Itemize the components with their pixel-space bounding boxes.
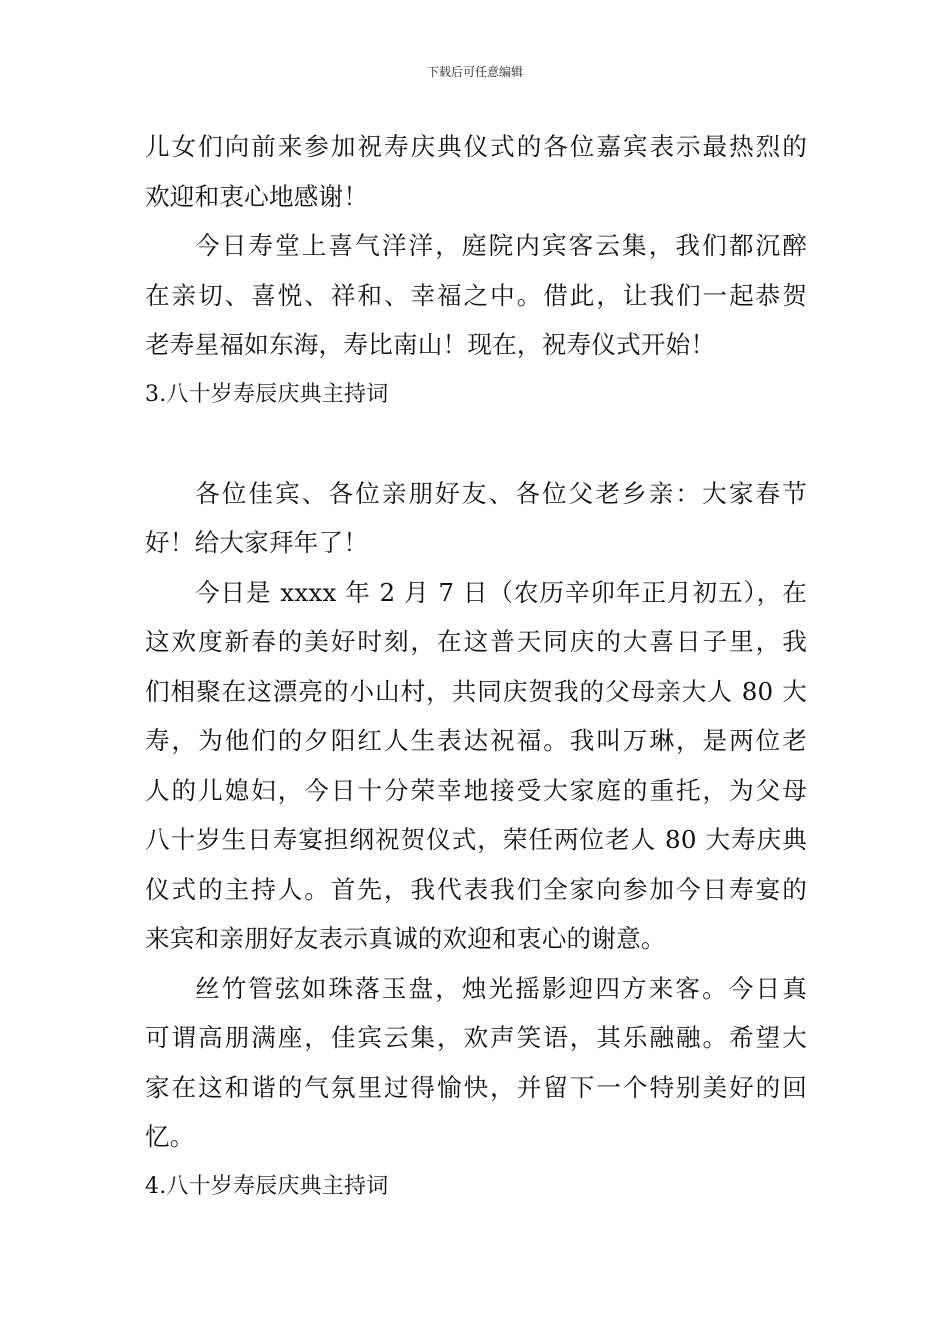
paragraph-start-line: 今日是 xxxx 年 2 月 7 日（农历辛卯年正月初五），在 bbox=[195, 577, 807, 607]
text-line: 在亲切、喜悦、祥和、幸福之中。借此，让我们一起恭贺 bbox=[145, 280, 807, 310]
text-line: 寿，为他们的夕阳红人生表达祝福。我叫万琳，是两位老 bbox=[145, 726, 807, 755]
paragraph-start-line: 丝竹管弦如珠落玉盘，烛光摇影迎四方来客。今日真 bbox=[195, 973, 807, 1003]
document-body bbox=[145, 122, 807, 1211]
text-line: 来宾和亲朋好友表示真诚的欢迎和衷心的谢意。 bbox=[145, 924, 666, 953]
text-line: 忆。 bbox=[145, 1122, 195, 1151]
text-line: 八十岁生日寿宴担纲祝贺仪式，荣任两位老人 80 大寿庆典 bbox=[145, 825, 807, 854]
section-heading: 4.八十岁寿辰庆典主持词 bbox=[145, 1173, 389, 1199]
section-heading: 3.八十岁寿辰庆典主持词 bbox=[145, 381, 389, 407]
text-line: 可谓高朋满座，佳宾云集，欢声笑语，其乐融融。希望大 bbox=[145, 1023, 807, 1052]
paragraph-start-line: 今日寿堂上喜气洋洋，庭院内宾客云集，我们都沉醉 bbox=[195, 231, 807, 260]
blank-line bbox=[145, 419, 807, 469]
text-line: 仪式的主持人。首先，我代表我们全家向参加今日寿宴的 bbox=[145, 874, 807, 904]
text-line: 儿女们向前来参加祝寿庆典仪式的各位嘉宾表示最热烈的 bbox=[145, 132, 807, 161]
text-line: 家在这和谐的气氛里过得愉快，并留下一个特别美好的回 bbox=[145, 1072, 807, 1102]
page-header: 下载后可任意编辑 bbox=[426, 65, 523, 79]
text-line: 欢迎和衷心地感谢！ bbox=[145, 181, 369, 211]
text-line: 好！给大家拜年了！ bbox=[145, 528, 369, 557]
text-line: 老寿星福如东海，寿比南山！现在，祝寿仪式开始！ bbox=[145, 330, 716, 359]
text-line: 人的儿媳妇，今日十分荣幸地接受大家庭的重托，为父母 bbox=[145, 775, 807, 805]
text-line: 这欢度新春的美好时刻，在这普天同庆的大喜日子里，我 bbox=[145, 627, 807, 656]
paragraph-start-line: 各位佳宾、各位亲朋好友、各位父老乡亲：大家春节 bbox=[195, 478, 807, 508]
text-line: 们相聚在这漂亮的小山村，共同庆贺我的父母亲大人 80 大 bbox=[145, 676, 807, 706]
